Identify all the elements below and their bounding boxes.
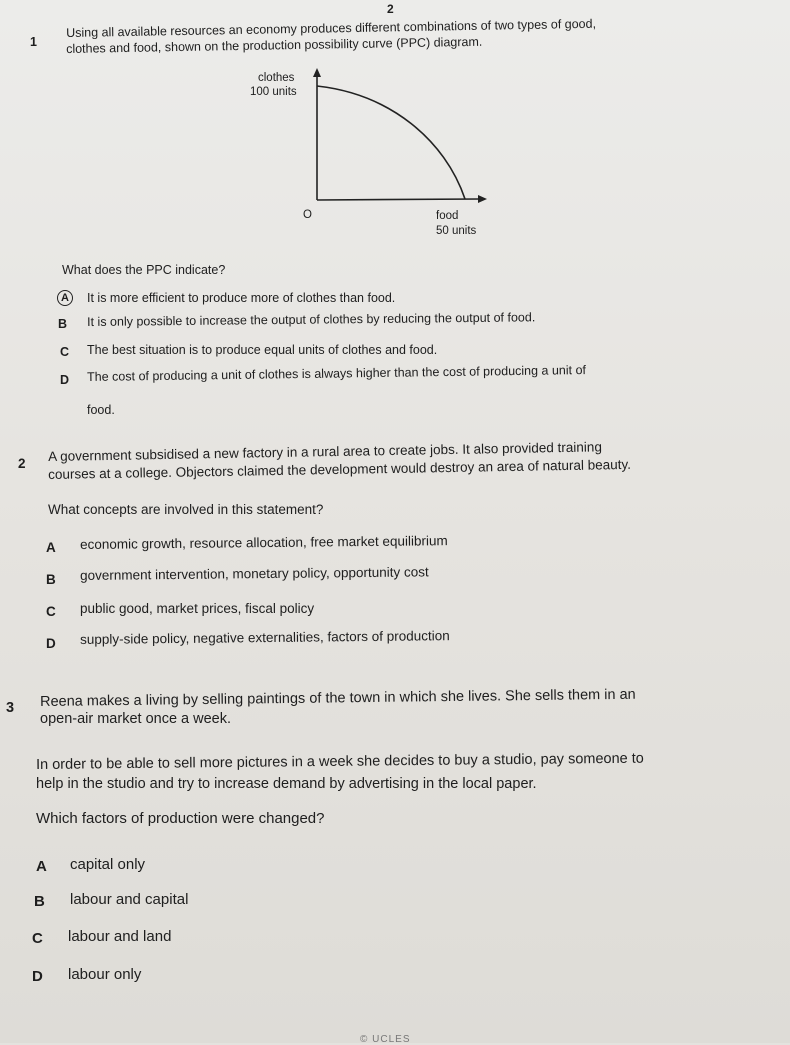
q2-option-a-text: economic growth, resource allocation, free market equilibrium [80, 533, 448, 552]
q2-option-c-text: public good, market prices, fiscal policy [80, 601, 315, 616]
q3-option-c-text: labour and land [68, 928, 172, 945]
q1-option-d-text-line1: The cost of producing a unit of clothes is always higher than the cost of producing a unit of [87, 363, 587, 384]
q2-number: 2 [18, 456, 26, 471]
q1-option-b-letter[interactable]: B [58, 317, 68, 331]
q1-question: What does the PPC indicate? [62, 263, 226, 277]
q2-question: What concepts are involved in this statement? [48, 502, 324, 517]
q1-option-a[interactable] [57, 289, 73, 306]
q2-stem-line2: courses at a college. Objectors claimed the development would destroy an area of natural beauty. [48, 456, 632, 482]
q3-option-c-letter[interactable]: C [32, 930, 43, 947]
q1-option-b-text: It is only possible to increase the output of clothes by reducing the output of food. [87, 310, 536, 329]
ppc-curve [317, 86, 465, 199]
footer-code: © UCLES [360, 1034, 411, 1045]
page-number: 2 [387, 2, 394, 16]
q1-option-d-letter[interactable]: D [60, 373, 70, 387]
q1-stem-line1: Using all available resources an economy produces different combinations of two types of good, [66, 16, 597, 40]
x-axis-arrow [478, 195, 487, 203]
q3-stem2-line2: help in the studio and try to increase demand by advertising in the local paper. [36, 776, 537, 792]
q2-option-b-letter[interactable]: B [46, 572, 56, 587]
q3-option-b-text: labour and capital [70, 891, 189, 908]
y-max-label: 100 units [250, 86, 297, 98]
origin-label: O [303, 209, 312, 221]
q3-stem2-line1: In order to be able to sell more pictures in a week she decides to buy a studio, pay someone to [36, 750, 644, 773]
q2-option-d-text: supply-side policy, negative externalities, factors of production [80, 628, 450, 647]
q3-stem-line2: open-air market once a week. [40, 711, 232, 727]
y-axis-label: clothes [258, 72, 295, 84]
x-max-label: 50 units [436, 225, 477, 237]
q3-option-a-letter[interactable]: A [36, 858, 47, 875]
q3-option-b-letter[interactable]: B [34, 893, 45, 910]
q2-option-c-letter[interactable]: C [46, 604, 56, 619]
q1-stem-line2: clothes and food, shown on the production possibility curve (PPC) diagram. [66, 34, 483, 56]
q1-option-a-circled-letter: A [57, 290, 73, 306]
x-axis [317, 199, 480, 200]
q1-option-c-letter[interactable]: C [60, 345, 70, 359]
x-axis-label: food [436, 210, 459, 222]
q3-number: 3 [6, 700, 15, 716]
q2-stem-line1: A government subsidised a new factory in a rural area to create jobs. It also provided training [48, 439, 603, 464]
q3-option-d-letter[interactable]: D [32, 968, 43, 985]
q3-stem-line1: Reena makes a living by selling paintings of the town in which she lives. She sells them in an [40, 686, 636, 710]
q2-option-b-text: government intervention, monetary policy, opportunity cost [80, 564, 429, 583]
ppc-diagram [240, 60, 500, 245]
y-axis-arrow [313, 68, 321, 77]
q1-number: 1 [30, 35, 37, 49]
q3-question: Which factors of production were changed? [36, 810, 325, 827]
q3-option-d-text: labour only [68, 966, 142, 983]
q2-option-a-letter[interactable]: A [46, 540, 56, 555]
q2-option-d-letter[interactable]: D [46, 636, 56, 651]
q3-option-a-text: capital only [70, 856, 146, 873]
q1-option-a-text: It is more efficient to produce more of clothes than food. [87, 291, 396, 305]
q1-option-d-text-line2: food. [87, 403, 115, 417]
q1-option-c-text: The best situation is to produce equal units of clothes and food. [87, 343, 438, 357]
